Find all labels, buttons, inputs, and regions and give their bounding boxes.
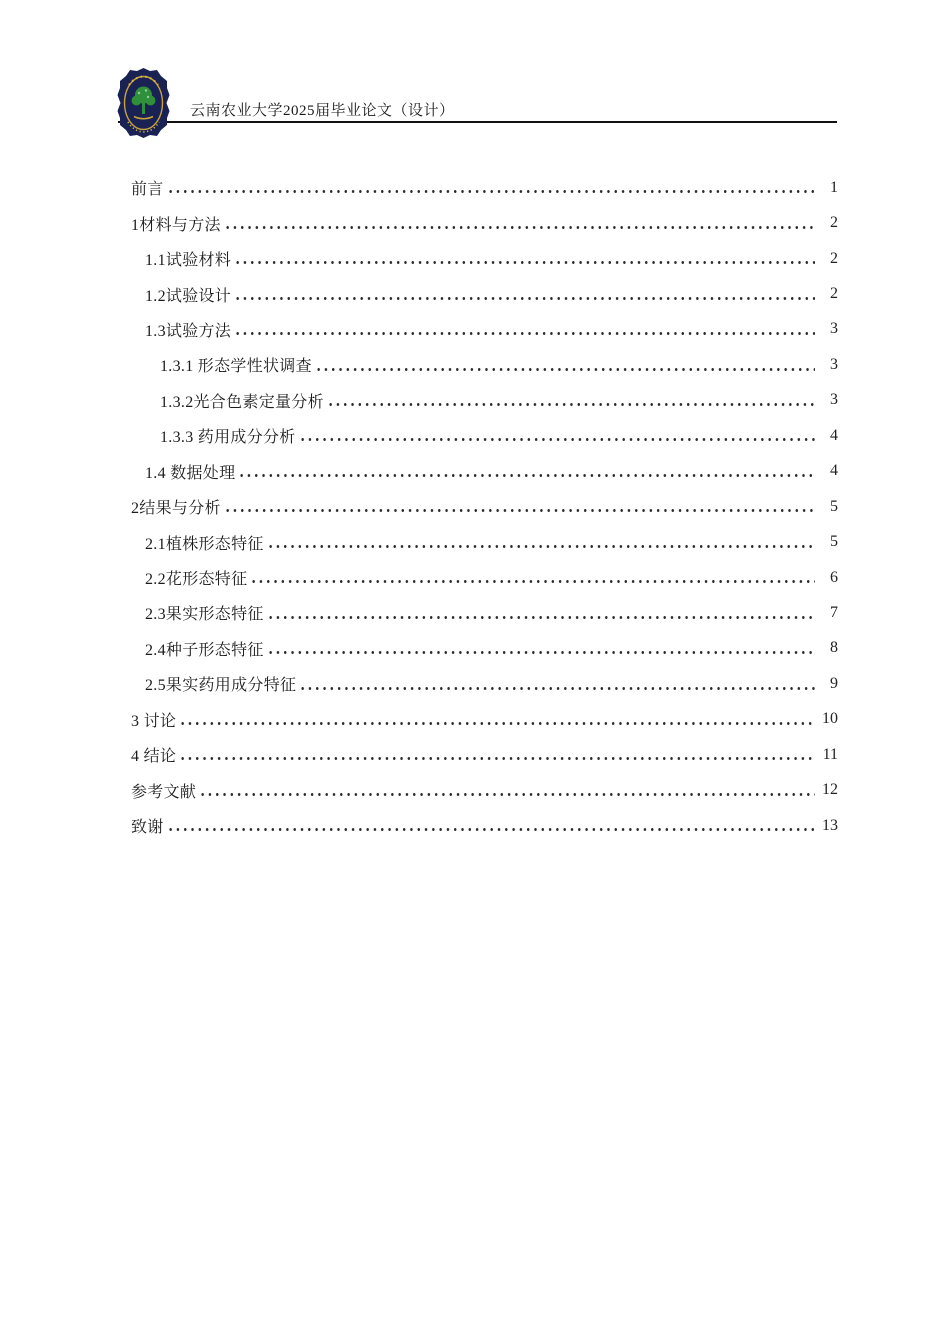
toc-entry-page-number: 8 [830,639,838,657]
table-of-contents [131,170,838,843]
dot-leader [249,560,815,595]
toc-entry-label: 3 讨论 [131,712,177,730]
toc-entry-page-number: 3 [830,355,838,373]
toc-entry[interactable] [131,454,838,489]
dot-leader [326,383,815,418]
university-logo-icon [117,67,170,139]
toc-entry-label: 致谢 [131,819,164,837]
dot-leader [237,454,815,489]
dot-leader [166,170,815,205]
toc-entry[interactable] [131,524,838,559]
toc-entry-label: 1.3.3 药用成分分析 [160,429,296,447]
toc-entry-page-number: 6 [830,568,838,586]
dot-leader [233,312,815,347]
toc-entry[interactable] [131,383,838,418]
toc-entry[interactable] [131,276,838,311]
toc-entry-page-number: 9 [830,674,838,692]
toc-entry-page-number: 3 [830,391,838,409]
toc-entry[interactable] [131,560,838,595]
toc-entry[interactable] [131,312,838,347]
toc-entry-label: 2结果与分析 [131,500,221,518]
toc-entry[interactable] [131,772,838,807]
toc-entry-label: 2.4种子形态特征 [145,641,264,659]
toc-entry-page-number: 4 [830,426,838,444]
toc-entry[interactable] [131,205,838,240]
toc-entry-label: 参考文献 [131,783,197,801]
toc-entry-page-number: 12 [822,781,838,799]
toc-entry-label: 1.4 数据处理 [145,464,236,482]
header-title: 云南农业大学2025届毕业论文（设计） [190,103,455,119]
toc-entry-label: 2.3果实形态特征 [145,606,264,624]
toc-entry-label: 1.2试验设计 [145,287,232,305]
dot-leader [314,347,815,382]
dot-leader [178,737,815,772]
toc-entry[interactable] [131,489,838,524]
toc-entry-label: 前言 [131,181,164,199]
toc-entry-page-number: 4 [830,462,838,480]
toc-entry-label: 2.1植株形态特征 [145,535,264,553]
toc-entry-page-number: 10 [822,710,838,728]
dot-leader [223,489,815,524]
dot-leader [178,702,815,737]
dot-leader [223,205,815,240]
toc-entry-label: 2.2花形态特征 [145,571,248,589]
header-rule [118,121,837,123]
toc-entry-label: 2.5果实药用成分特征 [145,677,297,695]
toc-entry[interactable] [131,808,838,843]
toc-entry[interactable] [131,170,838,205]
toc-entry-page-number: 13 [822,816,838,834]
toc-entry-page-number: 5 [830,497,838,515]
toc-entry-page-number: 2 [830,249,838,267]
dot-leader [233,241,815,276]
toc-entry-page-number: 11 [822,745,838,763]
dot-leader [266,631,815,666]
dot-leader [166,808,815,843]
toc-entry[interactable] [131,241,838,276]
toc-entry-page-number: 7 [830,603,838,621]
toc-entry-page-number: 1 [830,178,838,196]
dot-leader [198,772,815,807]
toc-entry[interactable] [131,702,838,737]
toc-entry-page-number: 2 [830,285,838,303]
toc-entry[interactable] [131,631,838,666]
toc-entry-page-number: 2 [830,214,838,232]
toc-entry-page-number: 3 [830,320,838,338]
toc-entry[interactable] [131,595,838,630]
toc-entry-label: 4 结论 [131,748,177,766]
dot-leader [233,276,815,311]
toc-entry-label: 1材料与方法 [131,216,221,234]
toc-entry-label: 1.1试验材料 [145,252,232,270]
dot-leader [266,524,815,559]
toc-entry[interactable] [131,418,838,453]
dot-leader [298,666,815,701]
toc-entry-label: 1.3.1 形态学性状调查 [160,358,312,376]
dot-leader [298,418,815,453]
toc-entry-label: 1.3试验方法 [145,322,232,340]
toc-entry-page-number: 5 [830,533,838,551]
toc-entry[interactable] [131,737,838,772]
dot-leader [266,595,815,630]
toc-entry-label: 1.3.2光合色素定量分析 [160,393,324,411]
toc-entry[interactable] [131,666,838,701]
toc-entry[interactable] [131,347,838,382]
